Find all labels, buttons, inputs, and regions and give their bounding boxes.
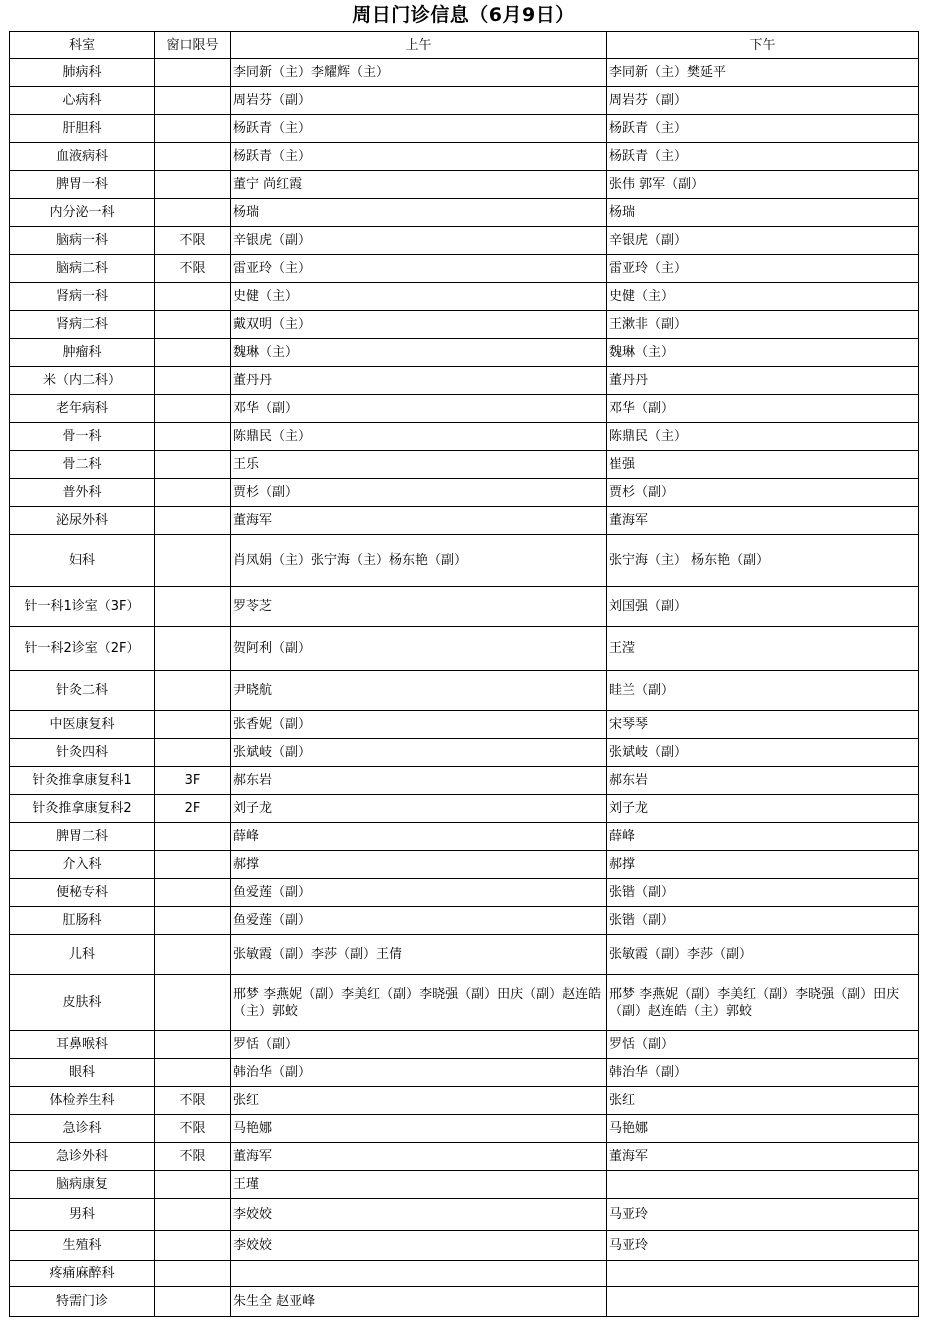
limit-cell <box>155 535 231 587</box>
pm-doctors-cell: 张锴（副） <box>607 907 919 935</box>
limit-cell <box>155 1171 231 1199</box>
pm-doctors-cell: 史健（主） <box>607 283 919 311</box>
am-doctors-cell: 王瑾 <box>231 1171 607 1199</box>
pm-doctors-cell: 张宁海（主） 杨东艳（副） <box>607 535 919 587</box>
pm-doctors-cell: 杨跃青（主） <box>607 143 919 171</box>
dept-cell: 疼痛麻醉科 <box>10 1261 155 1287</box>
table-row <box>10 1115 919 1143</box>
am-doctors-cell: 尹晓航 <box>231 671 607 711</box>
pm-doctors-cell: 张锴（副） <box>607 879 919 907</box>
schedule-rows <box>10 59 919 1317</box>
am-doctors-cell: 李姣姣 <box>231 1231 607 1261</box>
table-row <box>10 851 919 879</box>
am-doctors-cell: 韩治华（副） <box>231 1059 607 1087</box>
am-doctors-cell: 鱼爱莲（副） <box>231 879 607 907</box>
table-row <box>10 59 919 87</box>
limit-cell <box>155 143 231 171</box>
dept-cell: 肛肠科 <box>10 907 155 935</box>
dept-cell: 肝胆科 <box>10 115 155 143</box>
am-doctors-cell: 雷亚玲（主） <box>231 255 607 283</box>
dept-cell: 皮肤科 <box>10 975 155 1031</box>
am-doctors-cell: 戴双明（主） <box>231 311 607 339</box>
dept-cell: 眼科 <box>10 1059 155 1087</box>
dept-cell: 针灸二科 <box>10 671 155 711</box>
limit-cell <box>155 423 231 451</box>
table-row <box>10 1143 919 1171</box>
limit-cell: 不限 <box>155 1115 231 1143</box>
pm-doctors-cell: 王滢 <box>607 627 919 671</box>
pm-doctors-cell: 张斌岐（副） <box>607 739 919 767</box>
pm-doctors-cell: 王漱非（副） <box>607 311 919 339</box>
am-doctors-cell: 杨瑞 <box>231 199 607 227</box>
am-doctors-cell: 李姣姣 <box>231 1199 607 1231</box>
table-row <box>10 507 919 535</box>
limit-cell <box>155 311 231 339</box>
am-doctors-cell: 贺阿利（副） <box>231 627 607 671</box>
dept-cell: 脾胃一科 <box>10 171 155 199</box>
table-row <box>10 311 919 339</box>
limit-cell <box>155 851 231 879</box>
dept-cell: 儿科 <box>10 935 155 975</box>
limit-cell <box>155 479 231 507</box>
table-row <box>10 423 919 451</box>
am-doctors-cell: 董海军 <box>231 1143 607 1171</box>
table-row <box>10 1031 919 1059</box>
am-doctors-cell: 邓华（副） <box>231 395 607 423</box>
table-row <box>10 823 919 851</box>
schedule-table <box>9 31 919 1317</box>
am-doctors-cell: 魏琳（主） <box>231 339 607 367</box>
pm-doctors-cell: 眭兰（副） <box>607 671 919 711</box>
am-doctors-cell: 郝撑 <box>231 851 607 879</box>
table-row <box>10 227 919 255</box>
pm-doctors-cell: 郝撑 <box>607 851 919 879</box>
dept-cell: 老年病科 <box>10 395 155 423</box>
limit-cell <box>155 1287 231 1317</box>
am-doctors-cell: 张红 <box>231 1087 607 1115</box>
table-row <box>10 711 919 739</box>
table-row <box>10 255 919 283</box>
limit-cell <box>155 87 231 115</box>
table-row <box>10 1261 919 1287</box>
am-doctors-cell: 马艳娜 <box>231 1115 607 1143</box>
pm-doctors-cell: 刘子龙 <box>607 795 919 823</box>
limit-cell <box>155 283 231 311</box>
table-row <box>10 451 919 479</box>
pm-doctors-cell: 魏琳（主） <box>607 339 919 367</box>
dept-cell: 泌尿外科 <box>10 507 155 535</box>
limit-cell: 不限 <box>155 227 231 255</box>
pm-doctors-cell: 崔强 <box>607 451 919 479</box>
limit-cell: 不限 <box>155 1143 231 1171</box>
limit-cell <box>155 627 231 671</box>
table-row <box>10 535 919 587</box>
limit-cell <box>155 59 231 87</box>
table-row <box>10 907 919 935</box>
am-doctors-cell: 李同新（主）李耀辉（主） <box>231 59 607 87</box>
limit-cell <box>155 1261 231 1287</box>
limit-cell <box>155 507 231 535</box>
dept-cell: 血液病科 <box>10 143 155 171</box>
pm-doctors-cell: 董海军 <box>607 507 919 535</box>
pm-doctors-cell: 张伟 郭军（副） <box>607 171 919 199</box>
limit-cell <box>155 1199 231 1231</box>
table-row <box>10 479 919 507</box>
limit-cell: 不限 <box>155 255 231 283</box>
am-doctors-cell: 杨跃青（主） <box>231 143 607 171</box>
table-row <box>10 739 919 767</box>
pm-doctors-cell <box>607 1261 919 1287</box>
pm-doctors-cell: 杨瑞 <box>607 199 919 227</box>
pm-doctors-cell: 杨跃青（主） <box>607 115 919 143</box>
am-doctors-cell: 张香妮（副） <box>231 711 607 739</box>
am-doctors-cell: 王乐 <box>231 451 607 479</box>
table-row <box>10 1199 919 1231</box>
dept-cell: 特需门诊 <box>10 1287 155 1317</box>
pm-doctors-cell: 陈鼎民（主） <box>607 423 919 451</box>
limit-cell <box>155 711 231 739</box>
dept-cell: 中医康复科 <box>10 711 155 739</box>
table-row <box>10 1231 919 1261</box>
header-row <box>10 32 919 59</box>
limit-cell <box>155 907 231 935</box>
am-doctors-cell <box>231 1261 607 1287</box>
limit-cell <box>155 1031 231 1059</box>
table-row <box>10 143 919 171</box>
table-row <box>10 115 919 143</box>
dept-cell: 针一科2诊室（2F） <box>10 627 155 671</box>
dept-cell: 便秘专科 <box>10 879 155 907</box>
dept-cell: 普外科 <box>10 479 155 507</box>
limit-cell <box>155 739 231 767</box>
limit-cell <box>155 1231 231 1261</box>
dept-cell: 肾病一科 <box>10 283 155 311</box>
dept-cell: 妇科 <box>10 535 155 587</box>
dept-cell: 男科 <box>10 1199 155 1231</box>
table-row <box>10 795 919 823</box>
dept-cell: 肾病二科 <box>10 311 155 339</box>
limit-cell: 不限 <box>155 1087 231 1115</box>
dept-cell: 脑病康复 <box>10 1171 155 1199</box>
dept-cell: 急诊外科 <box>10 1143 155 1171</box>
pm-doctors-cell: 贾杉（副） <box>607 479 919 507</box>
pm-doctors-cell: 邓华（副） <box>607 395 919 423</box>
am-doctors-cell: 董宁 尚红霞 <box>231 171 607 199</box>
pm-doctors-cell: 马亚玲 <box>607 1199 919 1231</box>
am-doctors-cell: 郝东岩 <box>231 767 607 795</box>
limit-cell: 2F <box>155 795 231 823</box>
pm-doctors-cell: 马亚玲 <box>607 1231 919 1261</box>
table-row <box>10 1287 919 1317</box>
pm-doctors-cell: 董丹丹 <box>607 367 919 395</box>
table-row <box>10 975 919 1031</box>
table-row <box>10 935 919 975</box>
dept-cell: 针一科1诊室（3F） <box>10 587 155 627</box>
am-doctors-cell: 鱼爱莲（副） <box>231 907 607 935</box>
limit-cell <box>155 935 231 975</box>
limit-cell: 3F <box>155 767 231 795</box>
limit-cell <box>155 115 231 143</box>
pm-doctors-cell <box>607 1287 919 1317</box>
pm-doctors-cell: 李同新（主）樊延平 <box>607 59 919 87</box>
table-row <box>10 339 919 367</box>
table-row <box>10 283 919 311</box>
table-row <box>10 1059 919 1087</box>
header-pm: 下午 <box>607 32 919 59</box>
dept-cell: 心病科 <box>10 87 155 115</box>
dept-cell: 针灸四科 <box>10 739 155 767</box>
limit-cell <box>155 451 231 479</box>
limit-cell <box>155 879 231 907</box>
dept-cell: 耳鼻喉科 <box>10 1031 155 1059</box>
dept-cell: 生殖科 <box>10 1231 155 1261</box>
pm-doctors-cell: 雷亚玲（主） <box>607 255 919 283</box>
limit-cell <box>155 1059 231 1087</box>
limit-cell <box>155 339 231 367</box>
am-doctors-cell: 周岩芬（副） <box>231 87 607 115</box>
am-doctors-cell: 薛峰 <box>231 823 607 851</box>
am-doctors-cell: 陈鼎民（主） <box>231 423 607 451</box>
am-doctors-cell: 张斌岐（副） <box>231 739 607 767</box>
limit-cell <box>155 671 231 711</box>
am-doctors-cell: 肖凤娟（主）张宁海（主）杨东艳（副） <box>231 535 607 587</box>
header-am: 上午 <box>231 32 607 59</box>
dept-cell: 内分泌一科 <box>10 199 155 227</box>
am-doctors-cell: 辛银虎（副） <box>231 227 607 255</box>
dept-cell: 介入科 <box>10 851 155 879</box>
dept-cell: 针灸推拿康复科2 <box>10 795 155 823</box>
am-doctors-cell: 邢梦 李燕妮（副）李美红（副）李晓强（副）田庆（副）赵连皓（主）郭蛟 <box>231 975 607 1031</box>
table-row <box>10 1171 919 1199</box>
dept-cell: 米（内二科） <box>10 367 155 395</box>
pm-doctors-cell: 韩治华（副） <box>607 1059 919 1087</box>
limit-cell <box>155 367 231 395</box>
table-row <box>10 367 919 395</box>
am-doctors-cell: 刘子龙 <box>231 795 607 823</box>
pm-doctors-cell <box>607 1171 919 1199</box>
pm-doctors-cell: 刘国强（副） <box>607 587 919 627</box>
dept-cell: 体检养生科 <box>10 1087 155 1115</box>
table-row <box>10 587 919 627</box>
dept-cell: 急诊科 <box>10 1115 155 1143</box>
table-row <box>10 87 919 115</box>
am-doctors-cell: 罗苓芝 <box>231 587 607 627</box>
table-row <box>10 767 919 795</box>
pm-doctors-cell: 薛峰 <box>607 823 919 851</box>
am-doctors-cell: 史健（主） <box>231 283 607 311</box>
am-doctors-cell: 董海军 <box>231 507 607 535</box>
pm-doctors-cell: 马艳娜 <box>607 1115 919 1143</box>
am-doctors-cell: 贾杉（副） <box>231 479 607 507</box>
pm-doctors-cell: 罗恬（副） <box>607 1031 919 1059</box>
pm-doctors-cell: 郝东岩 <box>607 767 919 795</box>
dept-cell: 骨二科 <box>10 451 155 479</box>
limit-cell <box>155 975 231 1031</box>
table-row <box>10 395 919 423</box>
table-row <box>10 627 919 671</box>
pm-doctors-cell: 董海军 <box>607 1143 919 1171</box>
table-row <box>10 1087 919 1115</box>
am-doctors-cell: 朱生全 赵亚峰 <box>231 1287 607 1317</box>
pm-doctors-cell: 周岩芬（副） <box>607 87 919 115</box>
clinic-schedule-sheet <box>9 0 918 1317</box>
pm-doctors-cell: 辛银虎（副） <box>607 227 919 255</box>
pm-doctors-cell: 宋琴琴 <box>607 711 919 739</box>
table-row <box>10 879 919 907</box>
am-doctors-cell: 杨跃青（主） <box>231 115 607 143</box>
table-row <box>10 671 919 711</box>
pm-doctors-cell: 张敏霞（副）李莎（副） <box>607 935 919 975</box>
am-doctors-cell: 罗恬（副） <box>231 1031 607 1059</box>
limit-cell <box>155 171 231 199</box>
dept-cell: 肿瘤科 <box>10 339 155 367</box>
page-title: 周日门诊信息（6月9日） <box>352 4 575 26</box>
dept-cell: 针灸推拿康复科1 <box>10 767 155 795</box>
dept-cell: 脑病二科 <box>10 255 155 283</box>
header-limit: 窗口限号 <box>155 32 231 59</box>
header-dept: 科室 <box>10 32 155 59</box>
table-row <box>10 199 919 227</box>
table-row <box>10 171 919 199</box>
am-doctors-cell: 张敏霞（副）李莎（副）王倩 <box>231 935 607 975</box>
limit-cell <box>155 587 231 627</box>
dept-cell: 脾胃二科 <box>10 823 155 851</box>
dept-cell: 肺病科 <box>10 59 155 87</box>
limit-cell <box>155 823 231 851</box>
am-doctors-cell: 董丹丹 <box>231 367 607 395</box>
pm-doctors-cell: 张红 <box>607 1087 919 1115</box>
dept-cell: 骨一科 <box>10 423 155 451</box>
limit-cell <box>155 395 231 423</box>
pm-doctors-cell: 邢梦 李燕妮（副）李美红（副）李晓强（副）田庆（副）赵连皓（主）郭蛟 <box>607 975 919 1031</box>
dept-cell: 脑病一科 <box>10 227 155 255</box>
limit-cell <box>155 199 231 227</box>
